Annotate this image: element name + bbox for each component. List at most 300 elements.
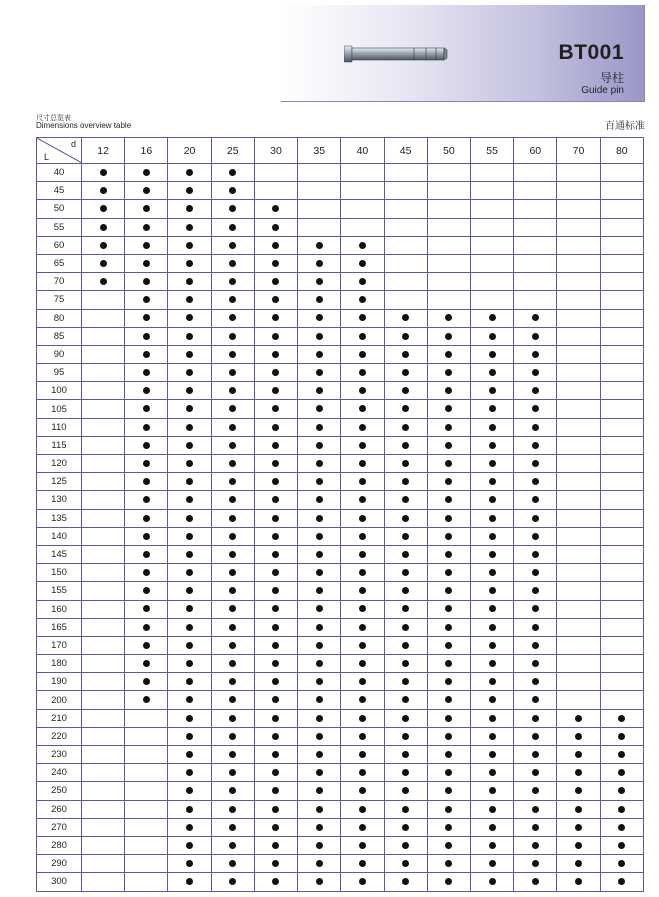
availability-cell	[514, 400, 557, 418]
available-dot-icon	[532, 496, 539, 503]
availability-cell	[125, 455, 168, 473]
availability-cell	[600, 618, 643, 636]
availability-cell	[341, 491, 384, 509]
availability-cell	[298, 618, 341, 636]
availability-cell	[427, 254, 470, 272]
availability-cell	[254, 545, 297, 563]
availability-cell	[427, 345, 470, 363]
availability-cell	[341, 291, 384, 309]
available-dot-icon	[402, 496, 409, 503]
row-length-label: 130	[37, 491, 82, 509]
available-dot-icon	[359, 496, 366, 503]
table-row	[37, 236, 644, 254]
available-dot-icon	[143, 605, 150, 612]
available-dot-icon	[445, 533, 452, 540]
availability-cell	[254, 746, 297, 764]
available-dot-icon	[532, 751, 539, 758]
availability-cell	[125, 836, 168, 854]
availability-cell	[557, 800, 600, 818]
availability-cell	[557, 782, 600, 800]
availability-cell	[470, 782, 513, 800]
availability-cell	[600, 746, 643, 764]
available-dot-icon	[272, 587, 279, 594]
availability-cell	[427, 473, 470, 491]
product-name-cn: 导柱	[599, 71, 624, 85]
availability-cell	[168, 800, 211, 818]
available-dot-icon	[316, 806, 323, 813]
row-length-label: 65	[37, 254, 82, 272]
available-dot-icon	[186, 405, 193, 412]
availability-cell	[384, 218, 427, 236]
column-header-d: 80	[600, 138, 643, 164]
availability-cell	[211, 418, 254, 436]
availability-cell	[557, 200, 600, 218]
availability-cell	[298, 873, 341, 891]
available-dot-icon	[359, 605, 366, 612]
available-dot-icon	[402, 333, 409, 340]
row-length-label: 165	[37, 618, 82, 636]
available-dot-icon	[229, 642, 236, 649]
available-dot-icon	[532, 642, 539, 649]
availability-cell	[254, 564, 297, 582]
available-dot-icon	[229, 496, 236, 503]
row-length-label: 140	[37, 527, 82, 545]
availability-cell	[427, 527, 470, 545]
availability-cell	[427, 600, 470, 618]
available-dot-icon	[402, 860, 409, 867]
available-dot-icon	[402, 533, 409, 540]
available-dot-icon	[316, 387, 323, 394]
available-dot-icon	[532, 806, 539, 813]
table-row	[37, 273, 644, 291]
available-dot-icon	[532, 442, 539, 449]
availability-cell	[82, 400, 125, 418]
availability-cell	[557, 291, 600, 309]
available-dot-icon	[489, 769, 496, 776]
available-dot-icon	[316, 842, 323, 849]
available-dot-icon	[575, 860, 582, 867]
available-dot-icon	[402, 478, 409, 485]
available-dot-icon	[402, 696, 409, 703]
availability-cell	[427, 182, 470, 200]
available-dot-icon	[359, 715, 366, 722]
availability-cell	[298, 164, 341, 182]
available-dot-icon	[359, 587, 366, 594]
available-dot-icon	[272, 660, 279, 667]
availability-cell	[514, 709, 557, 727]
availability-cell	[254, 254, 297, 272]
availability-cell	[341, 327, 384, 345]
available-dot-icon	[316, 769, 323, 776]
available-dot-icon	[316, 405, 323, 412]
row-length-label: 60	[37, 236, 82, 254]
availability-cell	[254, 218, 297, 236]
availability-cell	[600, 273, 643, 291]
availability-cell	[341, 218, 384, 236]
available-dot-icon	[445, 551, 452, 558]
availability-cell	[82, 691, 125, 709]
availability-cell	[514, 382, 557, 400]
table-row	[37, 327, 644, 345]
availability-cell	[514, 291, 557, 309]
available-dot-icon	[575, 751, 582, 758]
availability-cell	[427, 491, 470, 509]
available-dot-icon	[532, 551, 539, 558]
available-dot-icon	[229, 296, 236, 303]
table-row	[37, 727, 644, 745]
available-dot-icon	[272, 605, 279, 612]
available-dot-icon	[229, 424, 236, 431]
available-dot-icon	[229, 860, 236, 867]
availability-cell	[470, 600, 513, 618]
available-dot-icon	[229, 278, 236, 285]
row-length-label: 90	[37, 345, 82, 363]
available-dot-icon	[272, 678, 279, 685]
availability-cell	[600, 545, 643, 563]
row-length-label: 75	[37, 291, 82, 309]
available-dot-icon	[402, 369, 409, 376]
availability-cell	[211, 509, 254, 527]
available-dot-icon	[272, 551, 279, 558]
available-dot-icon	[489, 405, 496, 412]
available-dot-icon	[359, 515, 366, 522]
availability-cell	[514, 836, 557, 854]
availability-cell	[254, 764, 297, 782]
availability-cell	[82, 491, 125, 509]
availability-cell	[557, 218, 600, 236]
available-dot-icon	[532, 314, 539, 321]
availability-cell	[427, 818, 470, 836]
available-dot-icon	[186, 169, 193, 176]
availability-cell	[341, 564, 384, 582]
availability-cell	[82, 273, 125, 291]
availability-cell	[254, 727, 297, 745]
availability-cell	[254, 473, 297, 491]
availability-cell	[125, 800, 168, 818]
availability-cell	[168, 182, 211, 200]
availability-cell	[557, 673, 600, 691]
availability-cell	[254, 400, 297, 418]
table-row	[37, 382, 644, 400]
availability-cell	[427, 618, 470, 636]
row-length-label: 125	[37, 473, 82, 491]
availability-cell	[557, 873, 600, 891]
availability-cell	[427, 309, 470, 327]
availability-cell	[82, 327, 125, 345]
column-header-d: 45	[384, 138, 427, 164]
available-dot-icon	[272, 405, 279, 412]
available-dot-icon	[445, 351, 452, 358]
availability-cell	[427, 709, 470, 727]
availability-cell	[254, 364, 297, 382]
product-code: BT001	[558, 41, 624, 64]
available-dot-icon	[316, 260, 323, 267]
available-dot-icon	[316, 587, 323, 594]
availability-cell	[341, 309, 384, 327]
availability-cell	[514, 782, 557, 800]
availability-cell	[514, 691, 557, 709]
availability-cell	[125, 818, 168, 836]
available-dot-icon	[272, 696, 279, 703]
availability-cell	[168, 873, 211, 891]
available-dot-icon	[229, 733, 236, 740]
available-dot-icon	[272, 442, 279, 449]
availability-cell	[557, 855, 600, 873]
availability-cell	[125, 509, 168, 527]
table-row	[37, 200, 644, 218]
available-dot-icon	[186, 224, 193, 231]
availability-cell	[600, 327, 643, 345]
table-row	[37, 218, 644, 236]
available-dot-icon	[359, 806, 366, 813]
availability-cell	[125, 364, 168, 382]
available-dot-icon	[402, 824, 409, 831]
availability-cell	[211, 455, 254, 473]
availability-cell	[168, 509, 211, 527]
available-dot-icon	[402, 460, 409, 467]
row-length-label: 150	[37, 564, 82, 582]
availability-cell	[384, 582, 427, 600]
availability-cell	[82, 455, 125, 473]
availability-cell	[82, 164, 125, 182]
availability-cell	[557, 727, 600, 745]
availability-cell	[470, 491, 513, 509]
available-dot-icon	[489, 733, 496, 740]
available-dot-icon	[229, 478, 236, 485]
availability-cell	[82, 600, 125, 618]
table-row	[37, 691, 644, 709]
availability-cell	[514, 364, 557, 382]
availability-cell	[600, 309, 643, 327]
available-dot-icon	[402, 715, 409, 722]
availability-cell	[298, 582, 341, 600]
availability-cell	[341, 673, 384, 691]
column-header-d: 35	[298, 138, 341, 164]
availability-cell	[254, 709, 297, 727]
availability-cell	[168, 236, 211, 254]
availability-cell	[125, 400, 168, 418]
availability-cell	[168, 600, 211, 618]
available-dot-icon	[445, 387, 452, 394]
available-dot-icon	[316, 496, 323, 503]
available-dot-icon	[186, 733, 193, 740]
available-dot-icon	[316, 515, 323, 522]
availability-cell	[341, 473, 384, 491]
availability-cell	[514, 655, 557, 673]
available-dot-icon	[186, 678, 193, 685]
available-dot-icon	[186, 860, 193, 867]
availability-cell	[341, 436, 384, 454]
availability-cell	[384, 727, 427, 745]
availability-cell	[298, 709, 341, 727]
available-dot-icon	[532, 733, 539, 740]
availability-cell	[384, 764, 427, 782]
available-dot-icon	[272, 624, 279, 631]
available-dot-icon	[532, 605, 539, 612]
availability-cell	[514, 509, 557, 527]
availability-cell	[514, 254, 557, 272]
available-dot-icon	[575, 769, 582, 776]
availability-cell	[125, 236, 168, 254]
availability-cell	[470, 327, 513, 345]
table-row	[37, 618, 644, 636]
availability-cell	[557, 182, 600, 200]
availability-cell	[514, 200, 557, 218]
availability-cell	[514, 455, 557, 473]
availability-cell	[427, 200, 470, 218]
column-header-d: 40	[341, 138, 384, 164]
available-dot-icon	[489, 642, 496, 649]
availability-cell	[514, 182, 557, 200]
availability-cell	[298, 291, 341, 309]
column-header-d: 25	[211, 138, 254, 164]
available-dot-icon	[186, 424, 193, 431]
available-dot-icon	[316, 242, 323, 249]
availability-cell	[211, 782, 254, 800]
available-dot-icon	[186, 496, 193, 503]
available-dot-icon	[359, 678, 366, 685]
available-dot-icon	[402, 442, 409, 449]
availability-cell	[557, 600, 600, 618]
row-length-label: 250	[37, 782, 82, 800]
availability-cell	[341, 509, 384, 527]
available-dot-icon	[143, 569, 150, 576]
available-dot-icon	[445, 478, 452, 485]
available-dot-icon	[186, 715, 193, 722]
row-length-label: 55	[37, 218, 82, 236]
availability-cell	[600, 691, 643, 709]
availability-cell	[254, 455, 297, 473]
available-dot-icon	[445, 715, 452, 722]
availability-cell	[125, 746, 168, 764]
row-length-label: 160	[37, 600, 82, 618]
availability-cell	[384, 382, 427, 400]
availability-cell	[384, 236, 427, 254]
available-dot-icon	[532, 405, 539, 412]
availability-cell	[470, 727, 513, 745]
row-length-label: 50	[37, 200, 82, 218]
row-length-label: 290	[37, 855, 82, 873]
availability-cell	[254, 291, 297, 309]
availability-cell	[470, 400, 513, 418]
column-header-d: 70	[557, 138, 600, 164]
table-row	[37, 873, 644, 891]
available-dot-icon	[316, 751, 323, 758]
availability-cell	[254, 873, 297, 891]
availability-cell	[341, 273, 384, 291]
availability-cell	[427, 418, 470, 436]
availability-cell	[514, 418, 557, 436]
availability-cell	[384, 327, 427, 345]
available-dot-icon	[229, 187, 236, 194]
availability-cell	[254, 691, 297, 709]
availability-cell	[298, 418, 341, 436]
availability-cell	[470, 509, 513, 527]
availability-cell	[254, 327, 297, 345]
availability-cell	[211, 582, 254, 600]
availability-cell	[211, 655, 254, 673]
availability-cell	[427, 691, 470, 709]
row-length-label: 200	[37, 691, 82, 709]
availability-cell	[427, 509, 470, 527]
availability-cell	[341, 873, 384, 891]
availability-cell	[125, 182, 168, 200]
availability-cell	[125, 600, 168, 618]
availability-cell	[514, 345, 557, 363]
availability-cell	[600, 418, 643, 436]
available-dot-icon	[229, 387, 236, 394]
available-dot-icon	[359, 733, 366, 740]
available-dot-icon	[143, 424, 150, 431]
availability-cell	[557, 436, 600, 454]
availability-cell	[341, 855, 384, 873]
availability-cell	[470, 436, 513, 454]
available-dot-icon	[272, 569, 279, 576]
availability-cell	[168, 764, 211, 782]
availability-cell	[82, 473, 125, 491]
available-dot-icon	[402, 314, 409, 321]
availability-cell	[168, 200, 211, 218]
availability-cell	[514, 618, 557, 636]
available-dot-icon	[229, 678, 236, 685]
available-dot-icon	[618, 878, 625, 885]
available-dot-icon	[186, 878, 193, 885]
availability-cell	[427, 873, 470, 891]
availability-cell	[211, 164, 254, 182]
available-dot-icon	[272, 787, 279, 794]
available-dot-icon	[186, 314, 193, 321]
available-dot-icon	[229, 242, 236, 249]
availability-cell	[168, 618, 211, 636]
available-dot-icon	[532, 860, 539, 867]
available-dot-icon	[359, 624, 366, 631]
corner-cell	[37, 138, 82, 164]
availability-cell	[168, 564, 211, 582]
available-dot-icon	[143, 314, 150, 321]
availability-cell	[384, 636, 427, 654]
table-row	[37, 818, 644, 836]
available-dot-icon	[359, 424, 366, 431]
table-row	[37, 455, 644, 473]
available-dot-icon	[272, 878, 279, 885]
available-dot-icon	[316, 351, 323, 358]
available-dot-icon	[489, 787, 496, 794]
availability-cell	[341, 600, 384, 618]
availability-cell	[168, 327, 211, 345]
available-dot-icon	[272, 751, 279, 758]
availability-cell	[254, 582, 297, 600]
availability-cell	[427, 746, 470, 764]
table-row	[37, 291, 644, 309]
available-dot-icon	[272, 533, 279, 540]
availability-cell	[211, 545, 254, 563]
availability-cell	[557, 509, 600, 527]
availability-cell	[168, 418, 211, 436]
availability-cell	[211, 291, 254, 309]
availability-cell	[298, 236, 341, 254]
availability-cell	[470, 709, 513, 727]
availability-cell	[427, 273, 470, 291]
available-dot-icon	[186, 278, 193, 285]
available-dot-icon	[445, 860, 452, 867]
availability-cell	[557, 709, 600, 727]
availability-cell	[427, 164, 470, 182]
available-dot-icon	[489, 333, 496, 340]
header-row	[37, 138, 644, 164]
available-dot-icon	[359, 860, 366, 867]
available-dot-icon	[489, 533, 496, 540]
availability-cell	[341, 182, 384, 200]
